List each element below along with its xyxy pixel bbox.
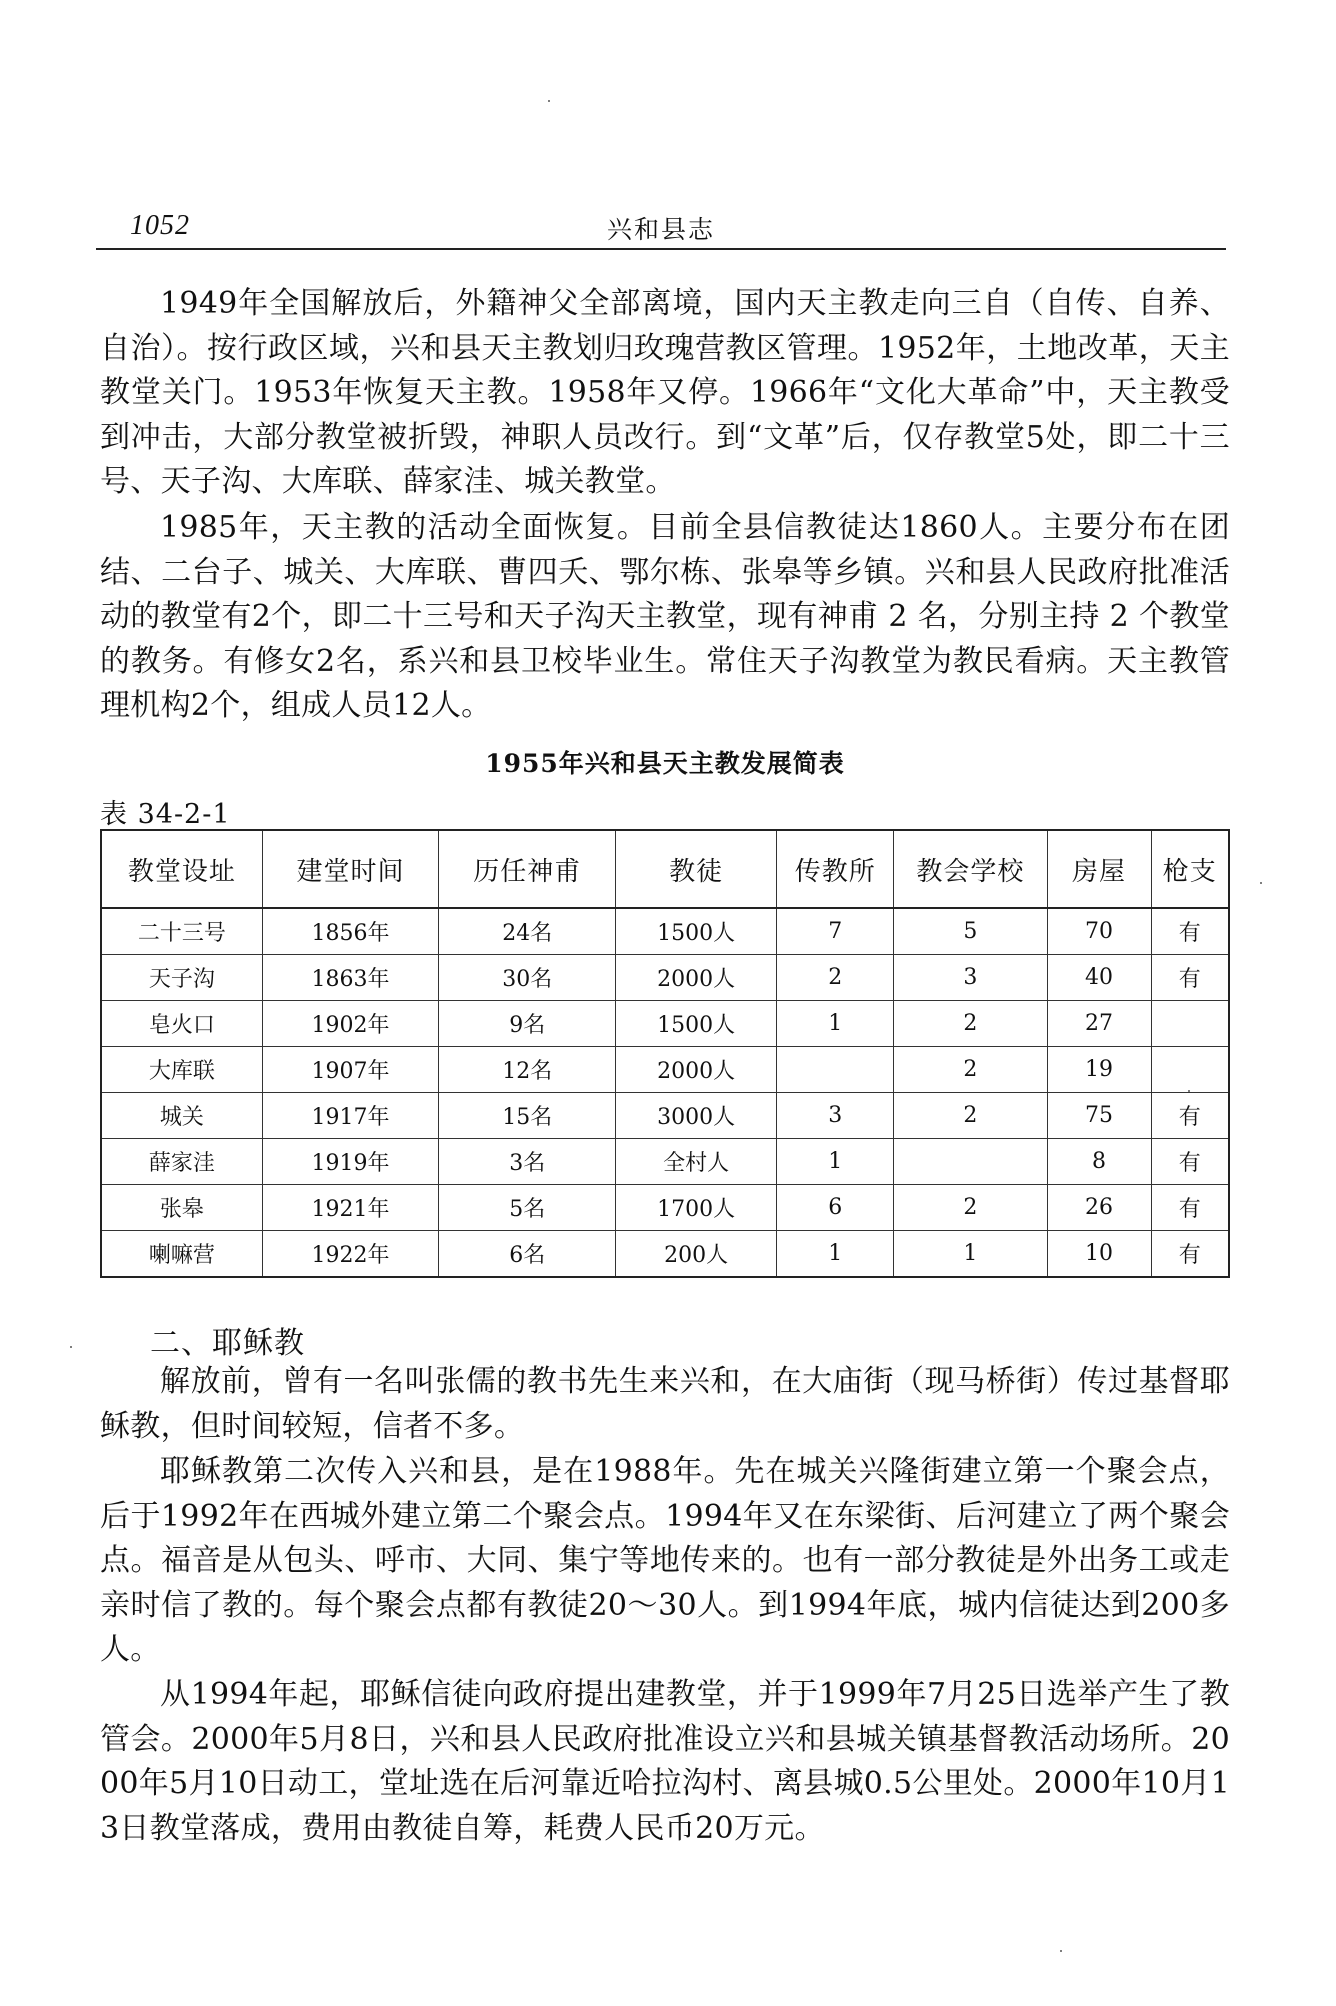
column-header: 教会学校	[894, 830, 1047, 908]
table-cell: 2000人	[616, 955, 777, 1001]
table-cell: 5	[894, 908, 1047, 955]
table-cell: 24名	[439, 908, 616, 955]
table-cell: 9名	[439, 1001, 616, 1047]
running-header	[96, 206, 1226, 252]
column-header: 房屋	[1047, 830, 1151, 908]
page-number: 1052	[130, 210, 190, 241]
table-cell: 1	[894, 1231, 1047, 1278]
table-cell: 3	[777, 1093, 894, 1139]
catholic-development-table	[100, 829, 1230, 1278]
table-cell: 有	[1151, 1231, 1229, 1278]
table-cell: 75	[1047, 1093, 1151, 1139]
table-cell: 全村人	[616, 1139, 777, 1185]
table-cell: 有	[1151, 955, 1229, 1001]
table-row	[101, 955, 1229, 1001]
table-cell: 有	[1151, 908, 1229, 955]
table-row	[101, 1001, 1229, 1047]
table-cell: 15名	[439, 1093, 616, 1139]
scan-speck	[1188, 1090, 1190, 1092]
table-cell: 1907年	[262, 1047, 439, 1093]
table-cell: 19	[1047, 1047, 1151, 1093]
table-cell: 2	[894, 1001, 1047, 1047]
table-cell	[894, 1139, 1047, 1185]
table-cell: 1700人	[616, 1185, 777, 1231]
table-cell: 12名	[439, 1047, 616, 1093]
table-row	[101, 1093, 1229, 1139]
table-cell: 2	[894, 1047, 1047, 1093]
table-row	[101, 1139, 1229, 1185]
table-cell: 200人	[616, 1231, 777, 1278]
table-cell: 1917年	[262, 1093, 439, 1139]
table-cell: 5名	[439, 1185, 616, 1231]
table-cell: 1500人	[616, 908, 777, 955]
table-cell: 皂火口	[101, 1001, 262, 1047]
table-cell: 2	[777, 955, 894, 1001]
column-header: 传教所	[777, 830, 894, 908]
column-header: 教徒	[616, 830, 777, 908]
scan-speck	[1260, 882, 1262, 884]
column-header: 历任神甫	[439, 830, 616, 908]
scan-speck	[1060, 1950, 1062, 1952]
paragraph-liberation: 1949年全国解放后，外籍神父全部离境，国内天主教走向三自（自传、自养、自治）。按行政区域，兴和县天主教划归玫瑰营教区管理。1952年，土地改革，天主教堂关门。1953年恢复天主教。1958年又停。1966年“文化大革命”中，天主教受到冲击，大部分教堂被折毁，神职人员改行。到“文革”后，仅存教堂5处，即二十三号、天子沟、大库联、薛家洼、城关教堂。	[100, 286, 1230, 499]
column-header: 建堂时间	[262, 830, 439, 908]
column-header: 教堂设址	[101, 830, 262, 908]
paragraph-church-construction: 从1994年起，耶稣信徒向政府提出建教堂，并于1999年7月25日选举产生了教管会。2000年5月8日，兴和县人民政府批准设立兴和县城关镇基督教活动场所。2000年5月10日动工，堂址选在后河靠近哈拉沟村、离县城0.5公里处。2000年10月13日教堂落成，费用由教徒自筹，耗费人民币20万元。	[100, 1677, 1230, 1846]
table-cell: 8	[1047, 1139, 1151, 1185]
table-cell	[777, 1047, 894, 1093]
paragraph-revival: 1985年，天主教的活动全面恢复。目前全县信教徒达1860人。主要分布在团结、二台子、城关、大库联、曹四夭、鄂尔栋、张皋等乡镇。兴和县人民政府批准活动的教堂有2个，即二十三号和天子沟天主教堂，现有神甫 2 名，分别主持 2 个教堂的教务。有修女2名，系兴和县卫校毕业生。常住天子沟教堂为教民看病。天主教管理机构2个，组成人员12人。	[100, 510, 1230, 723]
paragraph-early-protestant: 解放前，曾有一名叫张儒的教书先生来兴和，在大庙街（现马桥街）传过基督耶稣教，但时间较短，信者不多。	[100, 1364, 1230, 1444]
table-cell: 70	[1047, 908, 1151, 955]
table-cell: 1922年	[262, 1231, 439, 1278]
table-cell: 1902年	[262, 1001, 439, 1047]
section-heading: 二、耶稣教	[150, 1326, 305, 1361]
table-cell: 1919年	[262, 1139, 439, 1185]
table-cell: 2000人	[616, 1047, 777, 1093]
table-row	[101, 1047, 1229, 1093]
table-cell: 1	[777, 1231, 894, 1278]
table-cell	[1151, 1001, 1229, 1047]
table-cell: 有	[1151, 1139, 1229, 1185]
table-cell: 30名	[439, 955, 616, 1001]
table-cell: 1500人	[616, 1001, 777, 1047]
table-cell: 有	[1151, 1093, 1229, 1139]
table-cell: 1856年	[262, 908, 439, 955]
table-cell: 7	[777, 908, 894, 955]
table-cell: 喇嘛营	[101, 1231, 262, 1278]
table-cell: 薛家洼	[101, 1139, 262, 1185]
table-cell: 1863年	[262, 955, 439, 1001]
header-rule	[96, 248, 1226, 250]
table-header-row	[101, 830, 1229, 908]
paragraph-second-introduction: 耶稣教第二次传入兴和县，是在1988年。先在城关兴隆街建立第一个聚会点，后于1992年在西城外建立第二个聚会点。1994年又在东梁街、后河建立了两个聚会点。福音是从包头、呼市、大同、集宁等地传来的。也有一部分教徒是外出务工或走亲时信了教的。每个聚会点都有教徒20～30人。到1994年底，城内信徒达到200多人。	[100, 1454, 1230, 1667]
table-number: 表 34-2-1	[100, 799, 231, 830]
table-cell: 张皋	[101, 1185, 262, 1231]
table-cell: 2	[894, 1185, 1047, 1231]
scan-speck	[70, 1346, 72, 1348]
table-row	[101, 1231, 1229, 1278]
table-cell: 1	[777, 1139, 894, 1185]
table-cell: 3	[894, 955, 1047, 1001]
table-cell: 大库联	[101, 1047, 262, 1093]
table-cell: 2	[894, 1093, 1047, 1139]
table-cell: 6	[777, 1185, 894, 1231]
table-cell: 3名	[439, 1139, 616, 1185]
book-title: 兴和县志	[606, 215, 715, 244]
table-title: 1955年兴和县天主教发展简表	[485, 749, 845, 778]
table-cell: 1	[777, 1001, 894, 1047]
scan-speck	[548, 100, 550, 102]
table-cell: 城关	[101, 1093, 262, 1139]
table-cell	[1151, 1047, 1229, 1093]
table-cell: 27	[1047, 1001, 1151, 1047]
table-row	[101, 1185, 1229, 1231]
table-cell: 3000人	[616, 1093, 777, 1139]
table-cell: 26	[1047, 1185, 1151, 1231]
table-row	[101, 908, 1229, 955]
table-cell: 10	[1047, 1231, 1151, 1278]
table-cell: 1921年	[262, 1185, 439, 1231]
column-header: 枪支	[1151, 830, 1229, 908]
table-cell: 二十三号	[101, 908, 262, 955]
table-cell: 40	[1047, 955, 1151, 1001]
table-cell: 天子沟	[101, 955, 262, 1001]
table-cell: 有	[1151, 1185, 1229, 1231]
table-cell: 6名	[439, 1231, 616, 1278]
